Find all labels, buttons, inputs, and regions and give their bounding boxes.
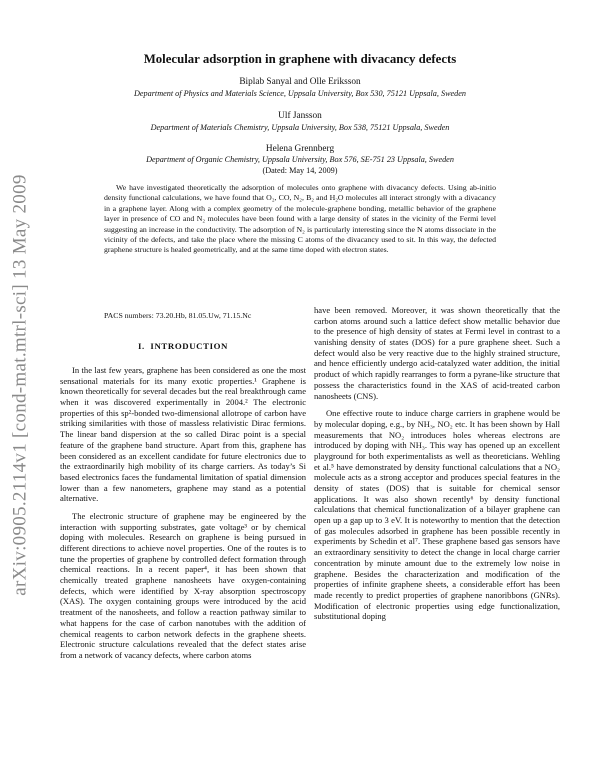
author-affiliation-3: Department of Organic Chemistry, Uppsala University, Box 576, SE-751 23 Uppsala, Sweden	[146, 155, 454, 164]
author-names-1: Biplab Sanyal and Olle Eriksson	[239, 77, 361, 87]
section-number: I.	[137, 341, 145, 351]
author-names-3: Helena Grennberg	[265, 144, 335, 154]
left-column	[60, 365, 306, 668]
abstract: We have investigated theoretically the adsorption of molecules onto graphene with divacancy defects. Using ab-initio density functional calculations, we have found that O₂, CO, N₂, B₂ and H₂O molecules all interact strongly with a divacancy in a graphene layer. Along with a complex geometry of the molecule-graphene bonding, metallic behavior of the graphene layer in presence of CO and N₂ molecules have been found with a large density of states in the vicinity of the Fermi level suggesting an increase in the conductivity. The adsorption of N₂ is particularly interesting since the N atoms dissociate in the vicinity of the defects, and take the place where the missing C atoms of the divacancy used to sit. In this way, the defected graphene structure is healed geometrically, and at the same time doped with electron states.	[104, 183, 496, 255]
paper-title: Molecular adsorption in graphene with divacancy defects	[143, 52, 457, 66]
section-heading	[60, 341, 306, 351]
intro-paragraph-1: In the last few years, graphene has been considered as one the most sensational materials for its many exotic properties.¹ Graphene is known theoretically for several decades but the real breakthrough came when it was discovered experimentally in 2004.² The electronic properties of this sp²-bonded two-dimensional allotrope of carbon have striking similarities with those of massless relativistic Dirac fermions. The linear band dispersion at the so called Dirac point is a special feature of the graphene band structure. Apart from this, graphene has been considered as an excellent candidate for future electronics due to the extraordinarily high mobility of its charge carriers. As today’s Si based electronics faces the fundamental limitation of spatial dimension lower than a few nanometers, graphene may stand as a potential alternative.	[60, 365, 306, 504]
intro-paragraph-4: One effective route to induce charge carriers in graphene would be by molecular doping, e.g., by NH₃, NO₂ etc. It has been shown by Hall measurements that NO₂ introduces holes whereas electrons are introduced by doping with NH₃. This way has opened up an excellent playground for both experimentalists as well as theoreticians. Wehling et al.⁵ have demonstrated by density functional calculations that a NO₂ molecule acts as a strong acceptor and produces special features in the density of states (DOS) that is suitable for chemical sensor applications. It was also shown recently⁶ by density functional calculations that chemical functionalization of a bilayer graphene can open up a gap up to 3 eV. It is noteworthy to mention that the detection of gas molecules adsorbed in graphene has been possible recently in experiments by Schedin et al⁷. These graphene based gas sensors have an extraordinary sensitivity to detect the change in local charge carrier concentration by minute amount due to the extremely low noise in graphene. Besides the characterization and modification of the properties of infinite graphene sheets, a considerable effort has been made recently to predict properties of graphene nanoribbons (GNRs). Modification of electronic properties using edge functionalization, substitutional doping	[314, 408, 560, 622]
author-affiliation-1: Department of Physics and Materials Science, Uppsala University, Box 530, 75121 Uppsala, Sweden	[134, 89, 466, 98]
arxiv-watermark	[4, 172, 38, 598]
right-column	[314, 305, 560, 629]
section-title: INTRODUCTION	[150, 341, 229, 351]
dated-line: (Dated: May 14, 2009)	[262, 166, 338, 175]
author-names-2: Ulf Jansson	[278, 111, 322, 121]
intro-paragraph-3: have been removed. Moreover, it was shown theoretically that the carbon atoms around such a lattice defect show metallic behavior due to the presence of high density of states at Fermi level in contrast to a vanishing density of states (DOS) for a pure graphene sheet. Such a defect would also be very reactive due to the highly strained structure, and hence efficiently undergo acid-catalyzed water addition, the initial product of which rapidly rearranges to form a pyrane-like structure that possess the characteristics found in the XAS of acid-treated carbon nanosheets (CNS).	[314, 305, 560, 401]
author-affiliation-2: Department of Materials Chemistry, Uppsala University, Box 538, 75121 Uppsala, Sweden	[150, 123, 450, 132]
intro-paragraph-2: The electronic structure of graphene may be engineered by the interaction with supporting substrates, gate voltage³ or by chemical doping with molecules. Research on graphene is being pursued in different directions to achieve novel properties. One of the routes is to tune the properties of graphene by controlled defect formation through chemical reactions. In a recent paper⁴, it has been shown that chemically treated graphene nanosheets have oxygen-containing defects, which were identified by X-ray absorption spectroscopy (XAS). The oxygen containing groups were introduced by the acid treatment of the nanosheets, and follow a reaction pathway similar to what happens for the case of carbon nanotubes with the addition of chemical reagents to carbon network defects in the graphene sheets. Electronic structure calculations revealed that the defect states arise from a network of vacancy defects, where carbon atoms	[60, 510, 306, 660]
pacs-numbers: PACS numbers: 73.20.Hb, 81.05.Uw, 71.15.Nc	[104, 311, 252, 320]
arxiv-id: arXiv:0905.2114v1 [cond-mat.mtrl-sci] 13 May 2009	[10, 174, 31, 596]
